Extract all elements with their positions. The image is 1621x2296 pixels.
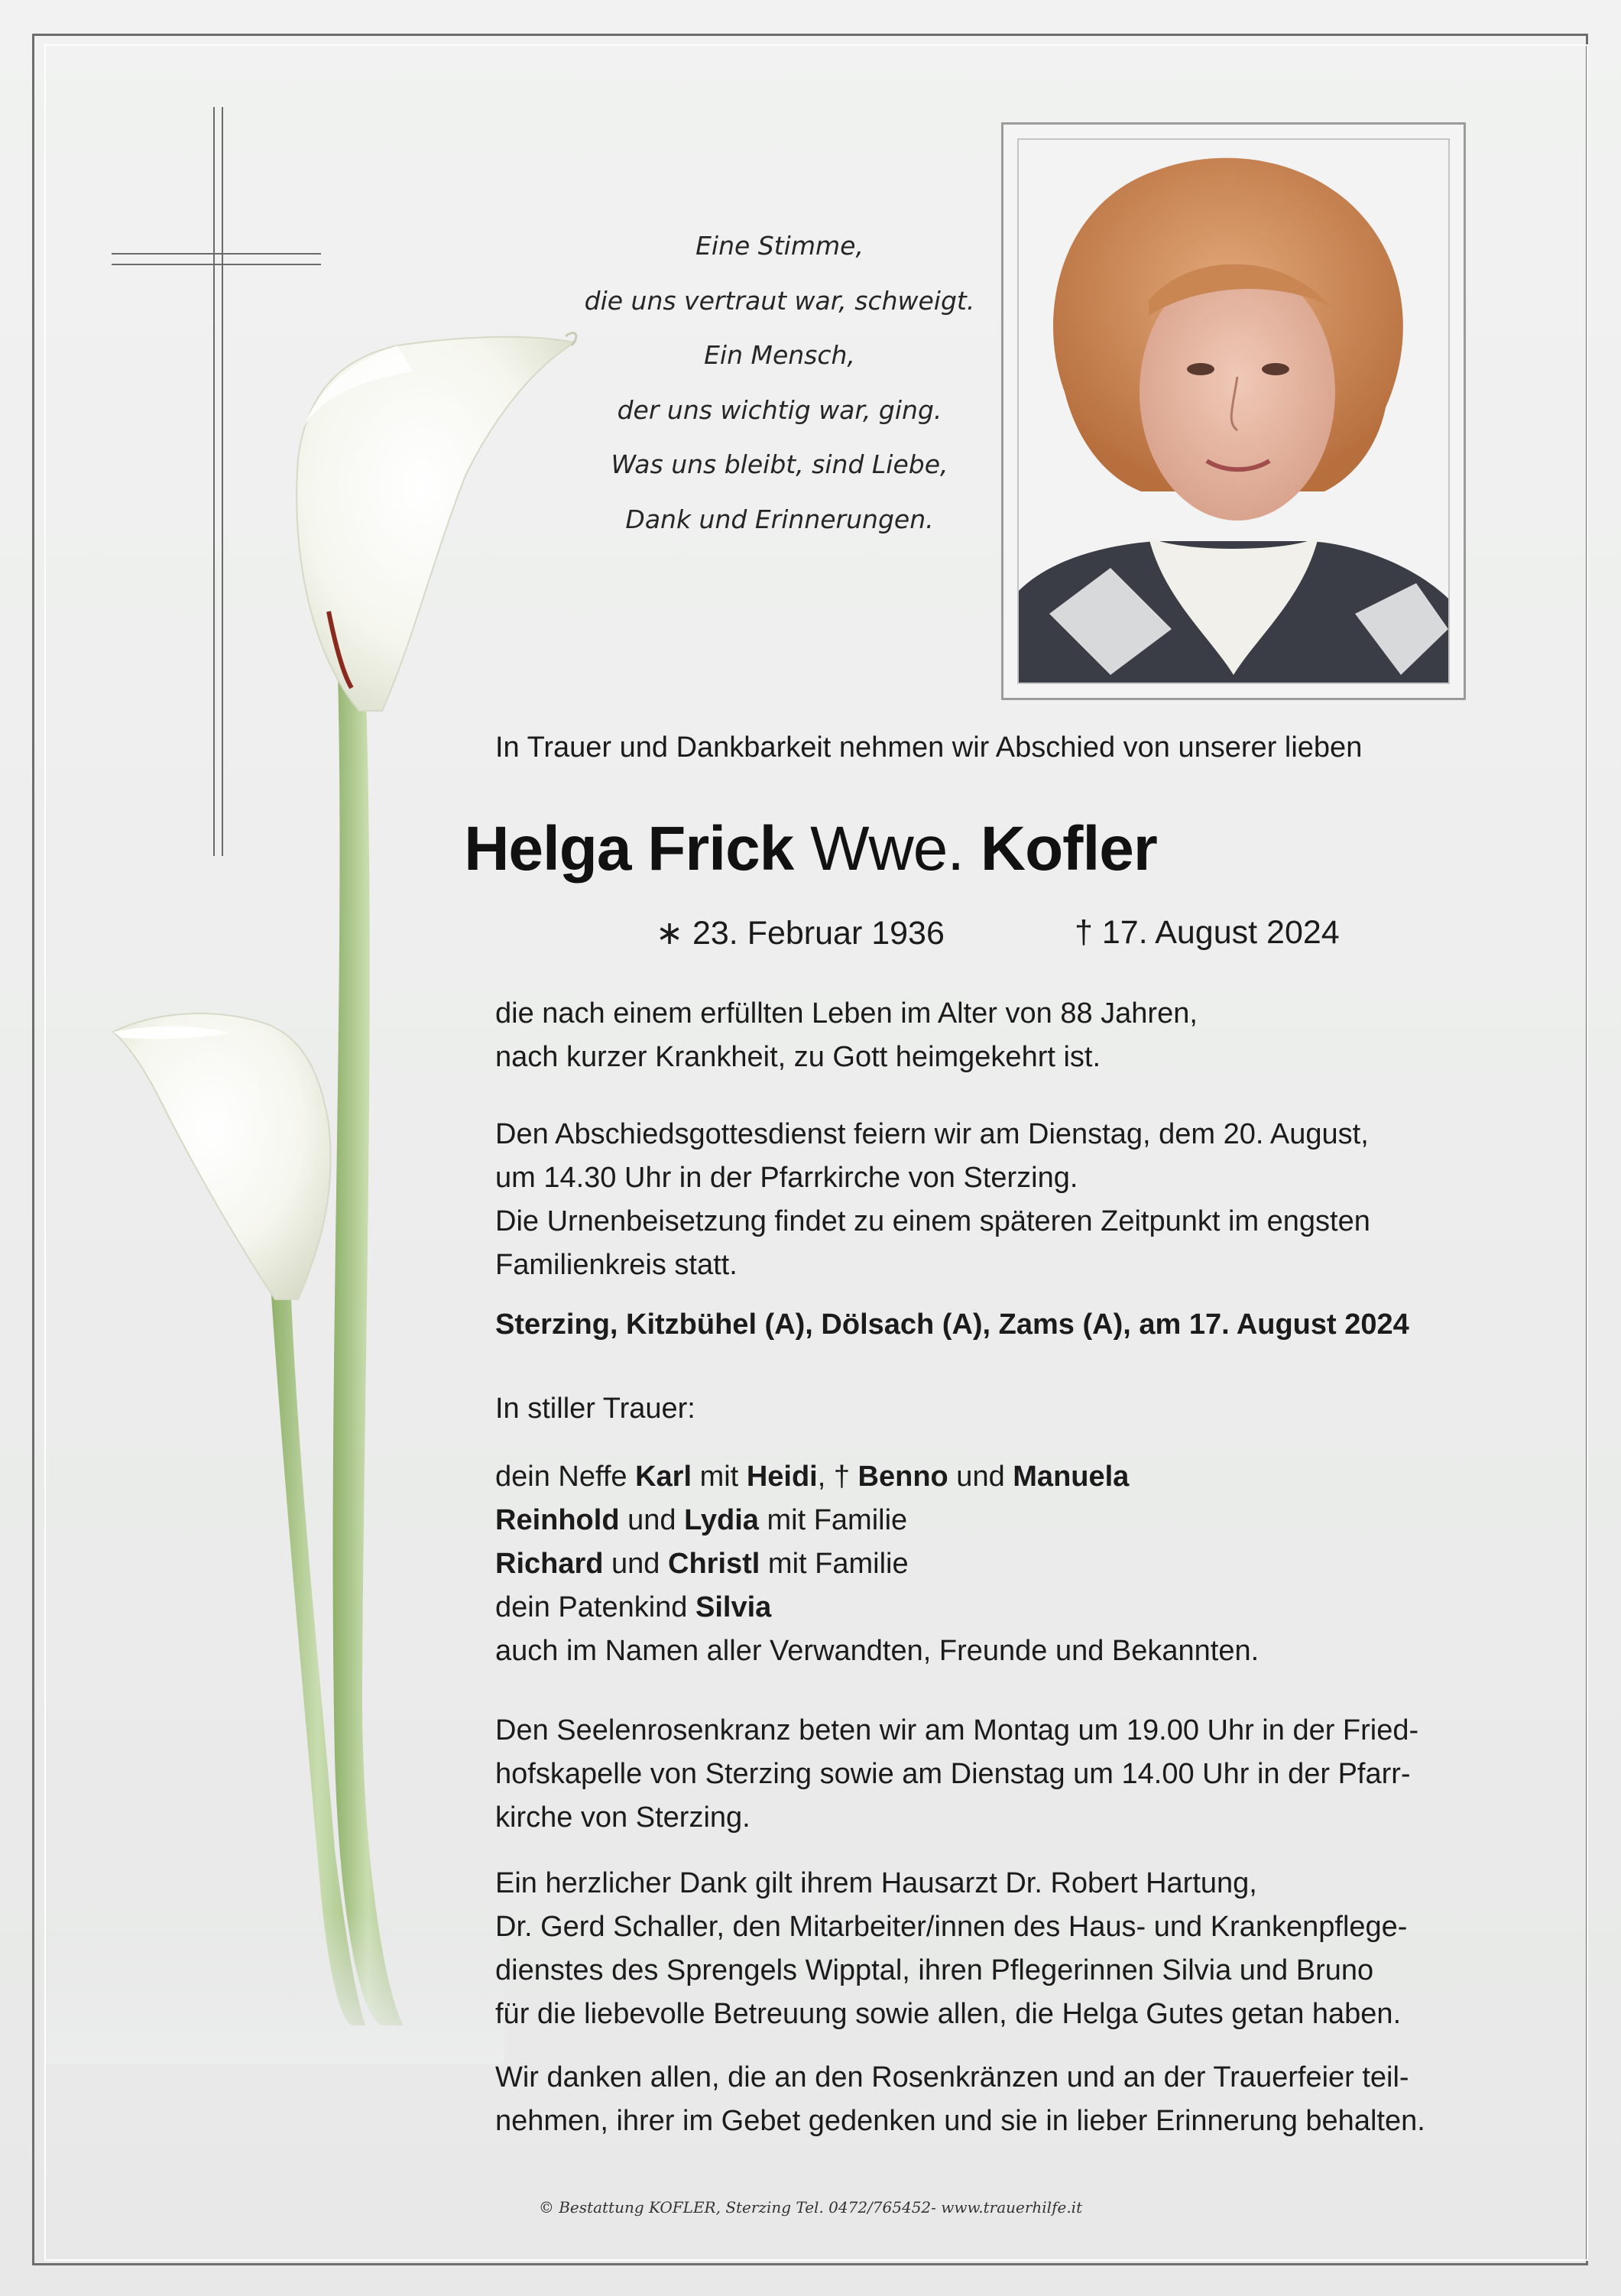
text-line: Wir danken allen, die an den Rosenkränzen und an der Trauerfeier teil- — [495, 2061, 1409, 2093]
footer-credit: © Bestattung KOFLER, Sterzing Tel. 0472/765452- www.trauerhilfe.it — [538, 2198, 1083, 2217]
family-line — [495, 1455, 1550, 1499]
family-name: Richard — [495, 1548, 604, 1580]
family-name: Heidi — [746, 1461, 818, 1493]
paragraph-thanks — [495, 1862, 1550, 2036]
poem-line: der uns wichtig war, ging. — [617, 394, 942, 425]
text-line: dienstes des Sprengels Wipptal, ihren Pflegerinnen Silvia und Bruno — [495, 1954, 1374, 1986]
family-line: auch im Namen aller Verwandten, Freunde und Bekannten. — [495, 1635, 1260, 1667]
family-name: Karl — [635, 1461, 692, 1493]
text-line: nehmen, ihrer im Gebet gedenken und sie in lieber Erinnerung behalten. — [495, 2105, 1425, 2137]
poem-line: Was uns bleibt, sind Liebe, — [611, 449, 948, 479]
family-name: Manuela — [1013, 1461, 1130, 1493]
places-date: Sterzing, Kitzbühel (A), Dölsach (A), Zams (A), am 17. August 2024 — [495, 1309, 1409, 1341]
text-fragment: , † — [817, 1461, 858, 1493]
text-fragment: und — [619, 1504, 685, 1536]
mourning-heading: In stiller Trauer: — [495, 1393, 695, 1425]
text-line: Den Abschiedsgottesdienst feiern wir am Dienstag, dem 20. August, — [495, 1118, 1369, 1150]
paragraph-life — [495, 992, 1550, 1079]
text-line: für die liebevolle Betreuung sowie allen, die Helga Gutes getan haben. — [495, 1998, 1402, 2030]
paragraph-service — [495, 1113, 1550, 1287]
text-fragment: und — [948, 1461, 1013, 1493]
text-line: um 14.30 Uhr in der Pfarrkirche von Sterzing. — [495, 1162, 1078, 1194]
text-fragment: dein Patenkind — [495, 1591, 695, 1623]
family-name: Lydia — [684, 1504, 759, 1536]
name-last: Kofler — [980, 814, 1157, 884]
cross-icon — [112, 107, 321, 856]
text-fragment: mit Familie — [760, 1548, 909, 1580]
family-line — [495, 1542, 1550, 1586]
calla-flower-short — [113, 1013, 331, 1299]
poem-line: die uns vertraut war, schweigt. — [584, 285, 975, 316]
birth-date: ∗ 23. Februar 1936 — [656, 915, 945, 952]
poem-line: Eine Stimme, — [695, 231, 864, 261]
intro-text: In Trauer und Dankbarkeit nehmen wir Abschied von unserer lieben — [495, 731, 1363, 764]
paragraph-rosary — [495, 1709, 1550, 1840]
family-line — [495, 1499, 1550, 1542]
family-name: Benno — [858, 1461, 948, 1493]
text-line: nach kurzer Krankheit, zu Gott heimgekehrt ist. — [495, 1041, 1101, 1073]
family-name: Christl — [668, 1548, 760, 1580]
text-line: Den Seelenrosenkranz beten wir am Montag um 19.00 Uhr in der Fried- — [495, 1714, 1419, 1746]
family-name: Silvia — [695, 1591, 772, 1623]
name-first: Helga Frick — [464, 814, 794, 884]
deceased-name — [0, 813, 1621, 885]
name-middle: Wwe. — [810, 814, 964, 884]
text-line: Die Urnenbeisetzung findet zu einem späteren Zeitpunkt im engsten — [495, 1205, 1370, 1237]
portrait-photo — [1017, 138, 1450, 684]
text-fragment: und — [603, 1548, 669, 1580]
text-fragment: mit — [692, 1461, 747, 1493]
text-line: die nach einem erfüllten Leben im Alter von 88 Jahren, — [495, 997, 1198, 1030]
text-line: hofskapelle von Sterzing sowie am Dienstag um 14.00 Uhr in der Pfarr- — [495, 1758, 1411, 1790]
text-fragment: dein Neffe — [495, 1461, 636, 1493]
family-name: Reinhold — [495, 1504, 620, 1536]
poem-line: Dank und Erinnerungen. — [625, 504, 934, 534]
text-fragment: mit Familie — [758, 1504, 908, 1536]
text-line: Ein herzlicher Dank gilt ihrem Hausarzt Dr. Robert Hartung, — [495, 1867, 1257, 1899]
paragraph-closing — [495, 2056, 1550, 2143]
text-line: kirche von Sterzing. — [495, 1801, 751, 1834]
portrait-frame — [1001, 122, 1466, 700]
family-list — [495, 1455, 1550, 1673]
text-line: Familienkreis statt. — [495, 1249, 738, 1281]
poem-line: Ein Mensch, — [704, 340, 855, 370]
text-line: Dr. Gerd Schaller, den Mitarbeiter/innen des Haus- und Krankenpflege- — [495, 1911, 1408, 1943]
memorial-poem — [535, 219, 1024, 546]
death-date: † 17. August 2024 — [1075, 914, 1340, 951]
family-line — [495, 1586, 1550, 1630]
